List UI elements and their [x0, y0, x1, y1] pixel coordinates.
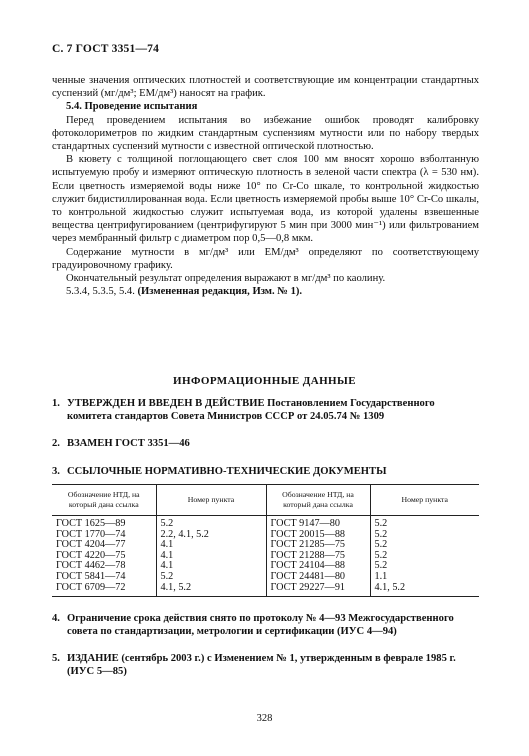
table-header-cell: Номер пункта [370, 485, 479, 516]
table-cell: 5.2 [156, 572, 266, 583]
info-item-text: УТВЕРЖДЕН И ВВЕДЕН В ДЕЙСТВИЕ Постановлением Государственного комитета стандартов Совета Министров СССР от 24.05.74 № 1309 [67, 398, 435, 423]
section-heading: 5.4. Проведение испытания [66, 101, 198, 113]
info-item-text: ВЗАМЕН ГОСТ 3351—46 [67, 438, 190, 449]
paragraph-revision [52, 285, 479, 298]
info-item-1 [52, 397, 479, 423]
info-item-5 [52, 652, 479, 678]
table-cell: ГОСТ 1625—89 [56, 518, 126, 529]
info-item-number: 5. [52, 653, 60, 664]
table-cell: 4.1 [156, 540, 266, 551]
table-cell: ГОСТ 21285—75 [266, 540, 370, 551]
info-item-number: 3. [52, 466, 60, 477]
table-cell: ГОСТ 4220—75 [56, 549, 126, 561]
table-header-cell: Обозначение НТД, на который дана ссылка [52, 485, 156, 516]
paragraph-result: Окончательный результат определения выражают в мг/дм³ по каолину. [66, 273, 386, 285]
table-cell: 5.2 [370, 516, 479, 530]
info-item-text: ИЗДАНИЕ (сентябрь 2003 г.) с Изменением № 1, утвержденным в феврале 1985 г. (ИУС 5—85) [67, 653, 456, 678]
table-cell: 4.1, 5.2 [370, 583, 479, 597]
table-cell: ГОСТ 1770—74 [56, 528, 126, 540]
table-cell: 5.2 [370, 540, 479, 551]
table-header-cell: Номер пункта [156, 485, 266, 516]
info-item-number: 1. [52, 398, 60, 409]
info-item-2 [52, 437, 479, 450]
table-cell: ГОСТ 29227—91 [266, 583, 370, 597]
table-cell: ГОСТ 6709—72 [52, 583, 156, 597]
table-cell: 5.2 [370, 561, 479, 572]
table-header-row [52, 485, 479, 516]
table-cell: ГОСТ 21288—75 [266, 551, 370, 562]
info-item-text: Ограничение срока действия снято по протоколу № 4—93 Межгосударственного совета по стандартизации, метрологии и сертификации (ИУС 4—94) [67, 613, 454, 638]
revision-note: (Измененная редакция, Изм. № 1). [137, 286, 303, 298]
info-item-number: 2. [52, 438, 60, 449]
info-item-number: 4. [52, 613, 60, 624]
info-item-3 [52, 465, 479, 478]
table-cell: 5.2 [156, 516, 266, 530]
table-row [52, 572, 479, 583]
table-cell: 5.2 [370, 530, 479, 541]
table-cell: ГОСТ 24104—88 [266, 561, 370, 572]
table-cell: ГОСТ 20015—88 [266, 530, 370, 541]
table-cell: ГОСТ 4462—78 [56, 560, 126, 572]
table-row [52, 583, 479, 597]
table-cell: 4.1 [156, 561, 266, 572]
table-row [52, 516, 479, 530]
table-cell: 4.1 [156, 551, 266, 562]
info-item-4 [52, 612, 479, 638]
page-number: 328 [256, 713, 273, 724]
table-cell: 2.2, 4.1, 5.2 [156, 530, 266, 541]
body-text [52, 74, 479, 298]
paragraph-calibration: Перед проведением испытания во избежание ошибок проводят калибровку фотоколориметров по жидким стандартным суспензиям мутности или по набору твердых стандартных суспензий мутности с известной оптической плотностью. [52, 114, 479, 153]
table-cell: ГОСТ 4204—77 [56, 539, 126, 551]
info-section-title: ИНФОРМАЦИОННЫЕ ДАННЫЕ [173, 375, 356, 387]
page-header: С. 7 ГОСТ 3351—74 [52, 43, 160, 55]
table-cell: ГОСТ 9147—80 [266, 516, 370, 530]
paragraph-continuation: ченные значения оптических плотностей и соответствующие им концентрации стандартных суспензий (мг/дм³; ЕМ/дм³) наносят на график. [52, 75, 479, 100]
table-cell: ГОСТ 24481—80 [266, 572, 370, 583]
table-cell: 5.2 [370, 551, 479, 562]
revision-clauses: 5.3.4, 5.3.5, 5.4. [66, 286, 138, 298]
table-cell: 4.1, 5.2 [156, 583, 266, 597]
paragraph-measurement: В кювету с толщиной поглощающего свет слоя 100 мм вносят хорошо взболтанную испытуемую пробу и измеряют оптическую плотность в зеленой части спектра (λ = 530 нм). Если цветность измеряемой воды ниже 10° по Cr-Co шкале, то контрольной жидкостью служит бидистиллированная вода. Если цветность измеряемой пробы выше 10° Cr-Co шкалы, то контрольной жидкостью служит испытуемая вода, из которой удалены взвешенные вещества центрифугированием (центрифугируют 5 мин при 3000 мин⁻¹) или фильтрованием через мембранный фильтр с диаметром пор 0,5—0,8 мкм. [52, 154, 479, 245]
paragraph-turbidity: Содержание мутности в мг/дм³ или ЕМ/дм³ определяют по соответствующему градуировочному графику. [52, 246, 479, 271]
table-cell: ГОСТ 5841—74 [56, 570, 126, 582]
reference-documents-table [52, 484, 479, 597]
table-cell: 1.1 [370, 572, 479, 583]
info-item-text: ССЫЛОЧНЫЕ НОРМАТИВНО-ТЕХНИЧЕСКИЕ ДОКУМЕНТЫ [67, 466, 387, 477]
table-header-cell: Обозначение НТД, на который дана ссылка [266, 485, 370, 516]
